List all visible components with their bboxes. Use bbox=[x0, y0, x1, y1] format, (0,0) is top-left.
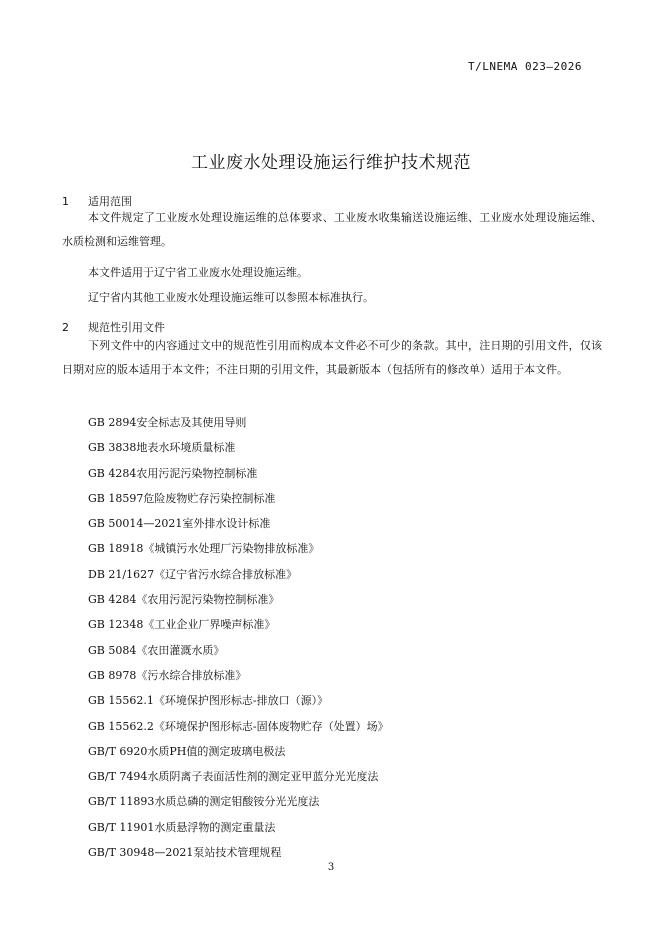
section-heading-normative-references bbox=[62, 319, 165, 335]
paragraph-scope-reference: 辽宁省内其他工业废水处理设施运维可以参照本标准执行。 bbox=[88, 291, 374, 304]
section-title: 适用范围 bbox=[88, 195, 132, 208]
reference-item: GB/T 30948—2021泵站技术管理规程 bbox=[88, 846, 282, 860]
reference-item: GB 3838地表水环境质量标准 bbox=[88, 441, 236, 455]
paragraph-scope-applicability: 本文件适用于辽宁省工业废水处理设施运维。 bbox=[88, 266, 308, 279]
document-code: T/LNEMA 023—2026 bbox=[468, 60, 582, 73]
reference-item: GB 50014—2021室外排水设计标准 bbox=[88, 517, 271, 531]
reference-item: DB 21/1627《辽宁省污水综合排放标准》 bbox=[88, 567, 298, 581]
paragraph-scope-content: 本文件规定了工业废水处理设施运维的总体要求、工业废水收集输送设施运维、工业废水处理设施运维、水质检测和运维管理。 bbox=[62, 211, 602, 248]
paragraph-normative-intro: 下列文件中的内容通过文中的规范性引用而构成本文件必不可少的条款。其中，注日期的引用文件，仅该日期对应的版本适用于本文件；不注日期的引用文件，其最新版本（包括所有的修改单）适用于本文件。 bbox=[62, 339, 602, 376]
reference-item: GB 4284农用污泥污染物控制标准 bbox=[88, 466, 258, 480]
section-number: 2 bbox=[62, 321, 69, 334]
reference-item: GB/T 11901水质悬浮物的测定重量法 bbox=[88, 820, 276, 834]
reference-list bbox=[88, 410, 389, 865]
reference-item: GB/T 11893水质总磷的测定钼酸铵分光光度法 bbox=[88, 795, 320, 809]
section-title: 规范性引用文件 bbox=[88, 321, 165, 334]
reference-item: GB 4284《农用污泥污染物控制标准》 bbox=[88, 593, 280, 607]
reference-item: GB 15562.2《环境保护图形标志-固体废物贮存（处置）场》 bbox=[88, 719, 389, 733]
reference-item: GB/T 7494水质阴离子表面活性剂的测定亚甲蓝分光光度法 bbox=[88, 770, 379, 784]
document-title: 工业废水处理设施运行维护技术规范 bbox=[191, 153, 471, 173]
reference-item: GB 12348《工业企业厂界噪声标准》 bbox=[88, 618, 276, 632]
section-number: 1 bbox=[62, 195, 69, 208]
reference-item: GB 18918《城镇污水处理厂污染物排放标准》 bbox=[88, 542, 320, 556]
page-number: 3 bbox=[327, 862, 335, 873]
reference-item: GB 8978《污水综合排放标准》 bbox=[88, 668, 247, 682]
reference-item: GB 18597危险废物贮存污染控制标准 bbox=[88, 491, 276, 505]
reference-item: GB/T 6920水质PH值的测定玻璃电极法 bbox=[88, 744, 286, 758]
reference-item: GB 15562.1《环境保护图形标志-排放口（源）》 bbox=[88, 694, 329, 708]
reference-item: GB 2894安全标志及其使用导则 bbox=[88, 416, 247, 429]
reference-item: GB 5084《农田灌溉水质》 bbox=[88, 643, 225, 657]
